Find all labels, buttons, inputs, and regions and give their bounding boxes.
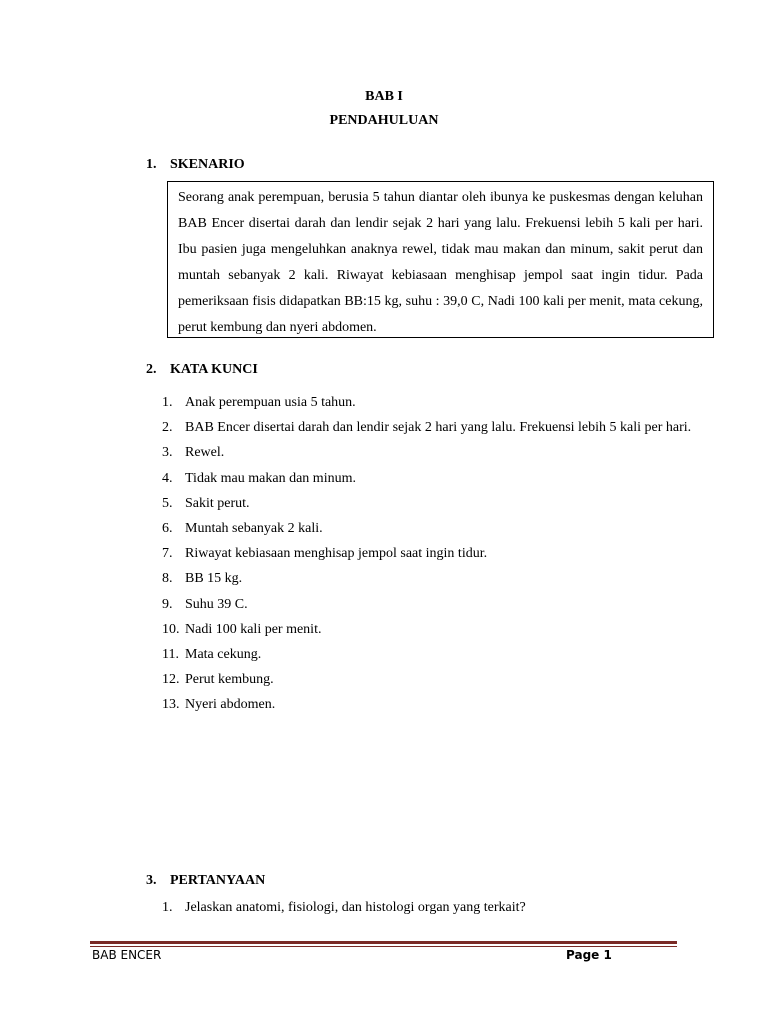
list-item-number: 11. xyxy=(162,647,179,663)
list-item xyxy=(162,390,692,415)
list-item xyxy=(162,642,692,667)
list-item-number: 6. xyxy=(162,521,173,537)
list-item-text: Tidak mau makan dan minum. xyxy=(185,470,356,486)
section-number: 2. xyxy=(146,362,157,377)
footer-rule-thick xyxy=(90,941,677,944)
chapter-label: BAB I xyxy=(365,89,403,104)
list-item-number: 7. xyxy=(162,546,173,562)
list-item-text: Suhu 39 C. xyxy=(185,596,248,612)
scenario-text: Seorang anak perempuan, berusia 5 tahun diantar oleh ibunya ke puskesmas dengan keluhan BAB Encer disertai darah dan lendir sejak 2 hari yang lalu. Frekuensi lebih 5 kali per hari. Ibu pasien juga mengeluhkan anaknya rewel, tidak mau makan dan minum, sakit perut dan muntah sebanyak 2 kali. Riwayat kebiasaan menghisap jempol saat ingin tidur. Pada pemeriksaan fisis didapatkan BB:15 kg, suhu : 39,0 C, Nadi 100 kali per menit, mata cekung, perut kembung dan nyeri abdomen. xyxy=(178,190,703,335)
scenario-box xyxy=(167,181,714,338)
footer-title: BAB ENCER xyxy=(92,948,162,962)
list-item-text: Jelaskan anatomi, fisiologi, dan histologi organ yang terkait? xyxy=(185,900,526,915)
list-item-number: 12. xyxy=(162,672,180,688)
list-item-text: Nadi 100 kali per menit. xyxy=(185,621,322,637)
section-heading-pertanyaan xyxy=(146,873,265,889)
list-item xyxy=(162,895,692,920)
list-item xyxy=(162,617,692,642)
list-item-number: 3. xyxy=(162,445,173,461)
list-item xyxy=(162,566,692,591)
section-heading-kata-kunci xyxy=(146,362,258,378)
question-list xyxy=(162,895,692,920)
list-item-number: 8. xyxy=(162,571,173,587)
list-item-number: 2. xyxy=(162,420,173,436)
list-item xyxy=(162,466,692,491)
list-item-text: Muntah sebanyak 2 kali. xyxy=(185,521,323,537)
section-title: SKENARIO xyxy=(170,157,245,172)
section-number: 3. xyxy=(146,873,157,888)
list-item-text: Anak perempuan usia 5 tahun. xyxy=(185,395,356,410)
list-item-text: BAB Encer disertai darah dan lendir sejak 2 hari yang lalu. Frekuensi lebih 5 kali per hari. xyxy=(185,420,692,436)
list-item xyxy=(162,692,692,717)
section-title: PERTANYAAN xyxy=(170,873,266,888)
list-item-text: Sakit perut. xyxy=(185,495,250,511)
list-item-number: 10. xyxy=(162,621,180,637)
list-item xyxy=(162,667,692,692)
list-item xyxy=(162,516,692,541)
list-item-text: Riwayat kebiasaan menghisap jempol saat ingin tidur. xyxy=(185,546,488,562)
list-item-number: 13. xyxy=(162,697,180,713)
section-number: 1. xyxy=(146,157,157,172)
section-heading-skenario xyxy=(146,157,245,173)
chapter-title: PENDAHULUAN xyxy=(329,113,439,128)
list-item-text: Rewel. xyxy=(185,445,225,461)
keyword-list xyxy=(162,390,692,718)
list-item-number: 4. xyxy=(162,470,173,486)
list-item xyxy=(162,440,692,465)
list-item xyxy=(162,491,692,516)
list-item-number: 9. xyxy=(162,596,173,612)
list-item xyxy=(162,592,692,617)
list-item-number: 5. xyxy=(162,495,173,511)
list-item xyxy=(162,415,692,440)
list-item-number: 1. xyxy=(162,900,173,915)
list-item-text: Mata cekung. xyxy=(185,647,262,663)
list-item xyxy=(162,541,692,566)
list-item-number: 1. xyxy=(162,395,173,410)
list-item-text: BB 15 kg. xyxy=(185,571,243,587)
page-number: Page 1 xyxy=(566,948,612,962)
footer-rule-thin xyxy=(90,946,677,947)
list-item-text: Perut kembung. xyxy=(185,672,274,688)
list-item-text: Nyeri abdomen. xyxy=(185,697,276,713)
section-title: KATA KUNCI xyxy=(170,362,258,377)
